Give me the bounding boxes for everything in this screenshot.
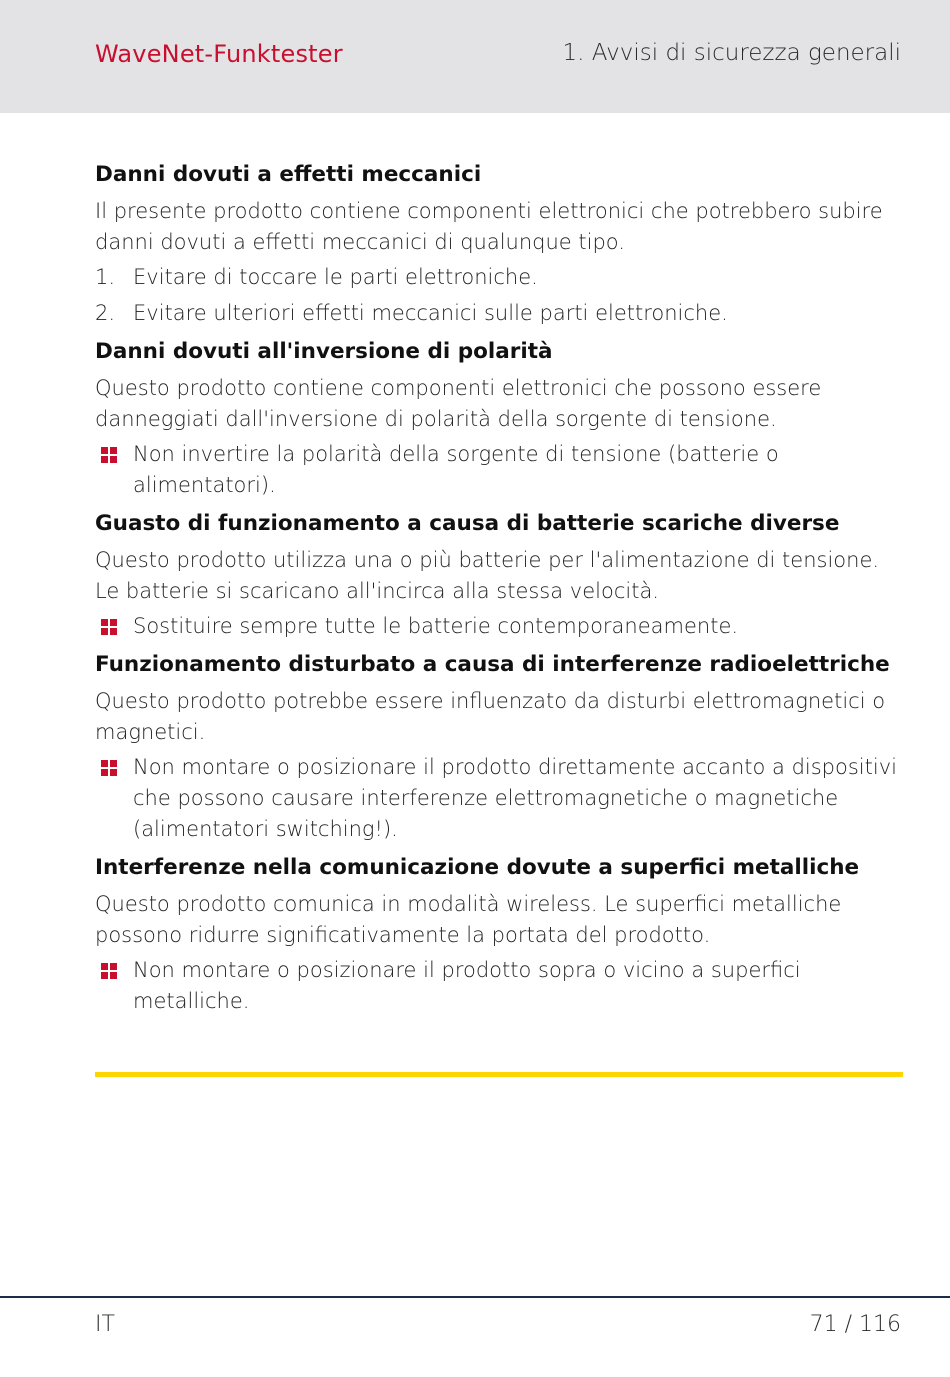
bullet-icon	[101, 619, 117, 635]
section-heading: Danni dovuti a effetti meccanici	[95, 162, 482, 187]
list-item-text: Evitare di toccare le parti elettroniche.	[133, 265, 538, 289]
bullet-list	[95, 752, 905, 845]
bullet-list	[95, 439, 905, 501]
product-title: WaveNet-Funktester	[95, 40, 343, 68]
section-batteries	[95, 509, 905, 642]
footer-language: IT	[95, 1312, 115, 1337]
list-item-text: Non montare o posizionare il prodotto direttamente accanto a dispositivi che possono causare interferenze elettromagnetiche o magnetiche (alimentatori switching!).	[133, 755, 897, 841]
bullet-list	[95, 955, 905, 1017]
bullet-icon	[101, 760, 117, 776]
section-paragraph: Questo prodotto potrebbe essere influenzato da disturbi elettromagnetici o magnetici.	[95, 689, 886, 744]
list-item	[95, 262, 905, 293]
section-heading: Danni dovuti all'inversione di polarità	[95, 339, 553, 364]
section-heading: Interferenze nella comunicazione dovute a superfici metalliche	[95, 855, 860, 880]
list-item-text: Non invertire la polarità della sorgente di tensione (batterie o alimentatori).	[133, 442, 779, 497]
section-metal-surfaces	[95, 853, 905, 1017]
list-number: 2.	[95, 301, 116, 325]
bullet-icon	[101, 447, 117, 463]
section-paragraph: Questo prodotto contiene componenti elettronici che possono essere danneggiati dall'inversione di polarità della sorgente di tensione.	[95, 376, 822, 431]
page-header	[0, 0, 950, 113]
section-radio-interference	[95, 650, 905, 845]
page-number: 71 / 116	[809, 1312, 901, 1337]
section-paragraph: Questo prodotto comunica in modalità wireless. Le superfici metalliche possono ridurre significativamente la portata del prodotto.	[95, 892, 842, 947]
list-item	[95, 955, 905, 1017]
section-polarity	[95, 337, 905, 501]
list-number: 1.	[95, 265, 116, 289]
chapter-title: 1. Avvisi di sicurezza generali	[562, 40, 901, 66]
bullet-icon	[101, 963, 117, 979]
main-content	[95, 160, 905, 1025]
section-heading: Guasto di funzionamento a causa di batterie scariche diverse	[95, 511, 840, 536]
list-item	[95, 298, 905, 329]
section-end-divider	[95, 1072, 903, 1077]
section-paragraph: Il presente prodotto contiene componenti elettronici che potrebbero subire danni dovuti a effetti meccanici di qualunque tipo.	[95, 199, 883, 254]
section-heading: Funzionamento disturbato a causa di interferenze radioelettriche	[95, 652, 890, 677]
list-item	[95, 752, 905, 845]
bullet-list	[95, 611, 905, 642]
list-item	[95, 439, 905, 501]
section-paragraph: Questo prodotto utilizza una o più batterie per l'alimentazione di tensione. Le batterie si scaricano all'incirca alla stessa velocità.	[95, 548, 880, 603]
list-item-text: Evitare ulteriori effetti meccanici sulle parti elettroniche.	[133, 301, 728, 325]
list-item-text: Non montare o posizionare il prodotto sopra o vicino a superfici metalliche.	[133, 958, 801, 1013]
numbered-list	[95, 262, 905, 329]
list-item-text: Sostituire sempre tutte le batterie contemporaneamente.	[133, 614, 739, 638]
section-mechanical-damage	[95, 160, 905, 329]
footer-divider	[0, 1296, 950, 1298]
list-item	[95, 611, 905, 642]
